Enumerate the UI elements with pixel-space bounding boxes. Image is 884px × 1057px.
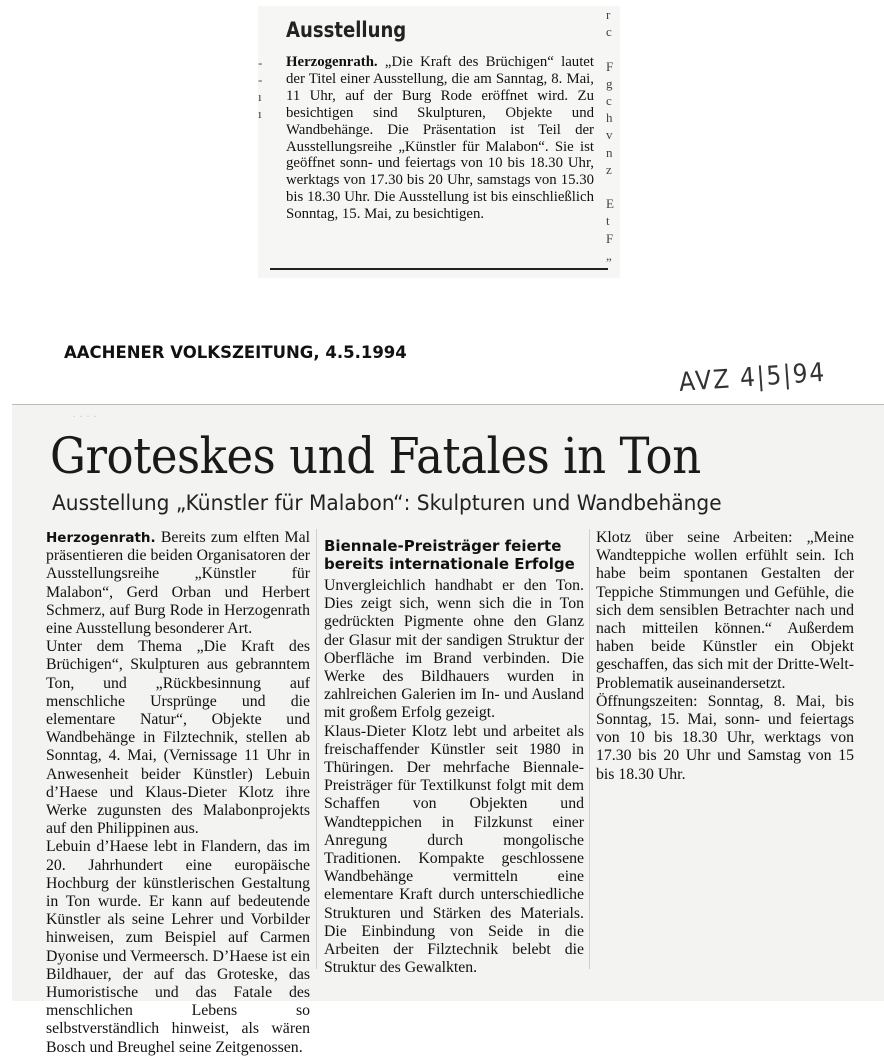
notice-text: „Die Kraft des Brüchigen“ lautet der Titel einer Ausstellung, die am Sanntag, 8. Mai, 11 Uhr, auf der Burg Rode eröffnet wird. Zu besichtigen sind Skulpturen, Objekte und Wandbehänge. Die Präsentation ist Teil der Ausstellungsreihe „Künstler für Malabon“. Sie ist geöffnet sonn- und feiertags von 10 bis 18.30 Uhr, werktags von 17.30 bis 20 Uhr, samstags von 15.30 bis 18.30 Uhr. Die Ausstellung ist bis einschließlich Sonntag, 15. Mai, zu besichtigen. [286,54,594,223]
section-heading: Biennale-Preisträger feierte bereits internationale Erfolge [324,537,575,573]
source-label: AACHENER VOLKSZEITUNG, 4.5.1994 [64,343,407,362]
notice-bottom-rule [270,268,608,270]
notice-heading: Ausstellung [286,18,407,42]
paragraph [46,529,310,638]
notice-body [286,54,594,223]
column-divider [316,529,317,969]
paragraph: Klaus-Dieter Klotz lebt und arbeitet als freischaffender Künstler seit 1980 in Thüringen. Der mehrfache Biennale-Preisträger für Textilkunst folgt mit dem Schaffen von Objekten und Wandteppichen in Filzkunst einer Anregung durch mongolische Traditionen. Kompakte geschlossene Wandbehänge vermitteln eine elementare Kraft durch unterschiedliche Strukturen und Stärken des Materials. Die Einbindung von Seide in die Arbeiten der Filztechnik belebt die Struktur des Gewalkten. [324,722,584,977]
notice-clipping [258,6,620,278]
article-column-3 [596,529,854,784]
neighbor-column-fragment: - - ı ı [258,55,263,121]
paragraph: Klotz über seine Arbeiten: „Meine Wandteppiche wollen erfühlt sein. Ich habe beim spontanen Gestalten der Teppiche Stimmungen und Gefühle, die sich dem sensiblen Betrachter nach und nach mitteilen können.“ Außerdem haben beide Künstler ein Objekt geschaffen, das sich mit der Dritte-Welt-Problematik auseinandersetzt. [596,529,854,692]
notice-location: Herzogenrath. [286,54,378,70]
article-headline: Groteskes und Fatales in Ton [50,427,701,485]
bleed-through-texture: · · · · [72,409,97,423]
article-column-1 [46,529,310,1057]
paragraph: Unvergleichlich handhabt er den Ton. Dies zeigt sich, wenn sich die in Ton gedrückten Pigmente ohne den Glanz der Glasur mit der sandigen Struktur der Oberfläche im Brand verbinden. Die Werke des Bildhauers wurden in zahlreichen Galerien im In- und Ausland mit großem Erfolg gezeigt. [324,577,584,722]
article-subheadline: Ausstellung „Künstler für Malabon“: Skulpturen und Wandbehänge [52,491,722,515]
paragraph-text: Bereits zum elften Mal präsentieren die beiden Organisatoren der Ausstellungsreihe „Künstler für Malabon“, Gerd Orban und Herbert Schmerz, auf Burg Rode in Herzogenrath eine Ausstellung besonderer Art. [46,529,310,638]
article-column-2 [324,529,584,977]
article-clipping [12,404,884,1056]
handwritten-date-note: AVZ 4|5|94 [678,357,828,398]
paragraph: Unter dem Thema „Die Kraft des Brüchigen“, Skulpturen aus gebranntem Ton, und „Rückbesinnung auf menschliche Ursprünge und die elementare Natur“, Objekte und Wandbehänge in Filztechnik, stellen ab Sonntag, 4. Mai, (Vernissage 11 Uhr in Anwesenheit beider Künstler) Lebuin d’Haese und Klaus-Dieter Klotz ihre Werke zugunsten des Malabonprojekts auf den Philippinen aus. [46,638,310,838]
neighbor-column-fragment: r c F g c h v n z E t F „ [606,7,614,263]
column-divider [589,529,590,969]
paragraph: Öffnungszeiten: Sonntag, 8. Mai, bis Sonntag, 15. Mai, sonn- und feiertags von 10 bis 18.30 Uhr, werktags von 17.30 bis 20 Uhr und Samstag von 15 bis 18.30 Uhr. [596,692,854,783]
paragraph: Lebuin d’Haese lebt in Flandern, das im 20. Jahrhundert eine europäische Hochburg der künstlerischen Gestaltung in Ton wurde. Er kann auf bedeutende Künstler als seine Lehrer und Vorbilder hinweisen, zum Beispiel auf Carmen Dyonise und Vermeersch. D’Haese ist ein Bildhauer, der auf das Groteske, das Humoristische und das Fatale des menschlichen Lebens so selbstverständlich hinweist, als wären Bosch und Breughel seine Zeitgenossen. [46,838,310,1056]
article-location: Herzogenrath. [46,530,156,546]
